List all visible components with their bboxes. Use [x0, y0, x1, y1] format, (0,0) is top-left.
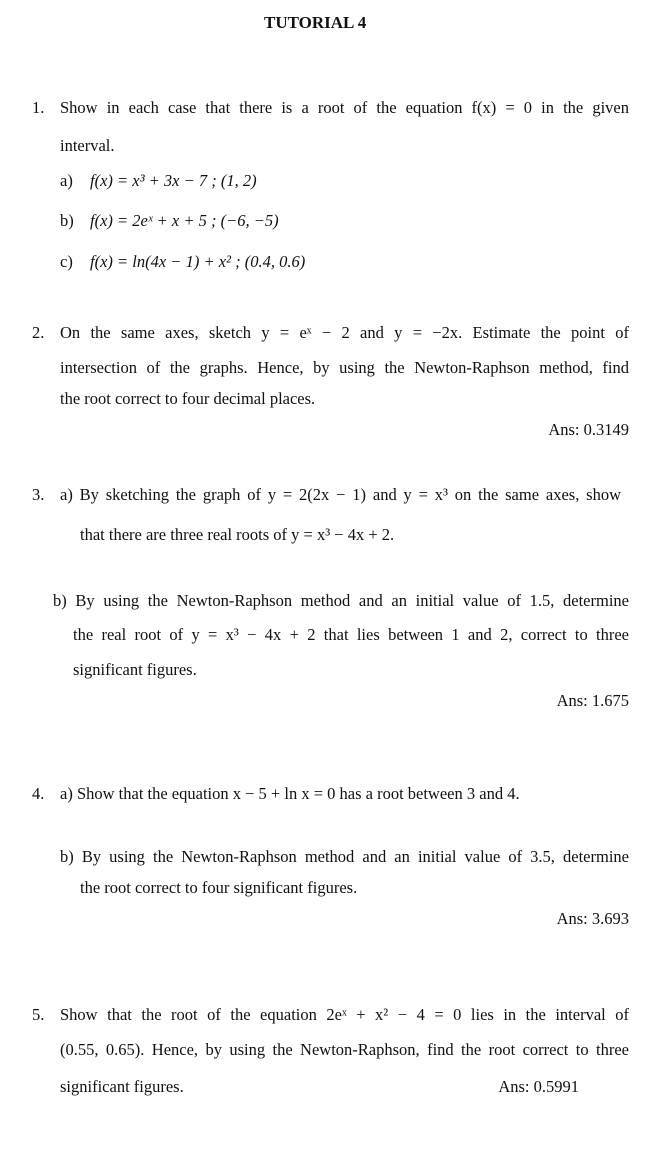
question-1-part-c-label: c): [60, 252, 73, 271]
question-1-part-b-label: b): [60, 211, 74, 230]
question-2-line-2: intersection of the graphs. Hence, by using the Newton-Raphson method, find: [60, 358, 629, 377]
question-2-number: 2.: [32, 323, 45, 342]
question-1-part-a-label: a): [60, 171, 73, 190]
question-4-number: 4.: [32, 784, 45, 803]
question-4b-line-1: b) By using the Newton-Raphson method and an initial value of 3.5, determine: [60, 847, 629, 866]
question-5-line-3: significant figures.: [60, 1077, 184, 1096]
question-1-line-2: interval.: [60, 136, 115, 155]
question-2-line-3: the root correct to four decimal places.: [60, 389, 316, 408]
question-1-part-b-expression: f(x) = 2eˣ + x + 5 ; (−6, −5): [90, 211, 279, 230]
question-2-line-1: On the same axes, sketch y = eˣ − 2 and y = −2x. Estimate the point of: [60, 323, 629, 342]
question-3a-line-1: a) By sketching the graph of y = 2(2x − 1) and y = x³ on the same axes, show: [60, 485, 621, 504]
question-1-line-1: Show in each case that there is a root of the equation f(x) = 0 in the given: [60, 98, 629, 117]
question-4b-line-2: the root correct to four significant figures.: [80, 878, 358, 897]
question-3-number: 3.: [32, 485, 45, 504]
question-5-answer: Ans: 0.5991: [498, 1077, 579, 1096]
question-4a-line-1: a) Show that the equation x − 5 + ln x = 0 has a root between 3 and 4.: [60, 784, 520, 803]
question-1-part-a-expression: f(x) = x³ + 3x − 7 ; (1, 2): [90, 171, 257, 190]
question-1-part-c-expression: f(x) = ln(4x − 1) + x² ; (0.4, 0.6): [90, 252, 306, 271]
page-title: TUTORIAL 4: [264, 13, 367, 32]
question-3b-line-1: b) By using the Newton-Raphson method and an initial value of 1.5, determine: [53, 591, 629, 610]
question-3a-line-2: that there are three real roots of y = x³ − 4x + 2.: [80, 525, 395, 544]
question-3b-line-2: the real root of y = x³ − 4x + 2 that lies between 1 and 2, correct to three: [73, 625, 629, 644]
question-3-answer: Ans: 1.675: [556, 691, 629, 710]
question-4-answer: Ans: 3.693: [556, 909, 629, 928]
question-5-number: 5.: [32, 1005, 45, 1024]
question-2-answer: Ans: 0.3149: [548, 420, 629, 439]
question-5-line-2: (0.55, 0.65). Hence, by using the Newton-Raphson, find the root correct to three: [60, 1040, 629, 1059]
question-3b-line-3: significant figures.: [73, 660, 197, 679]
question-1-number: 1.: [32, 98, 45, 117]
question-5-line-1: Show that the root of the equation 2eˣ + x² − 4 = 0 lies in the interval of: [60, 1005, 629, 1024]
